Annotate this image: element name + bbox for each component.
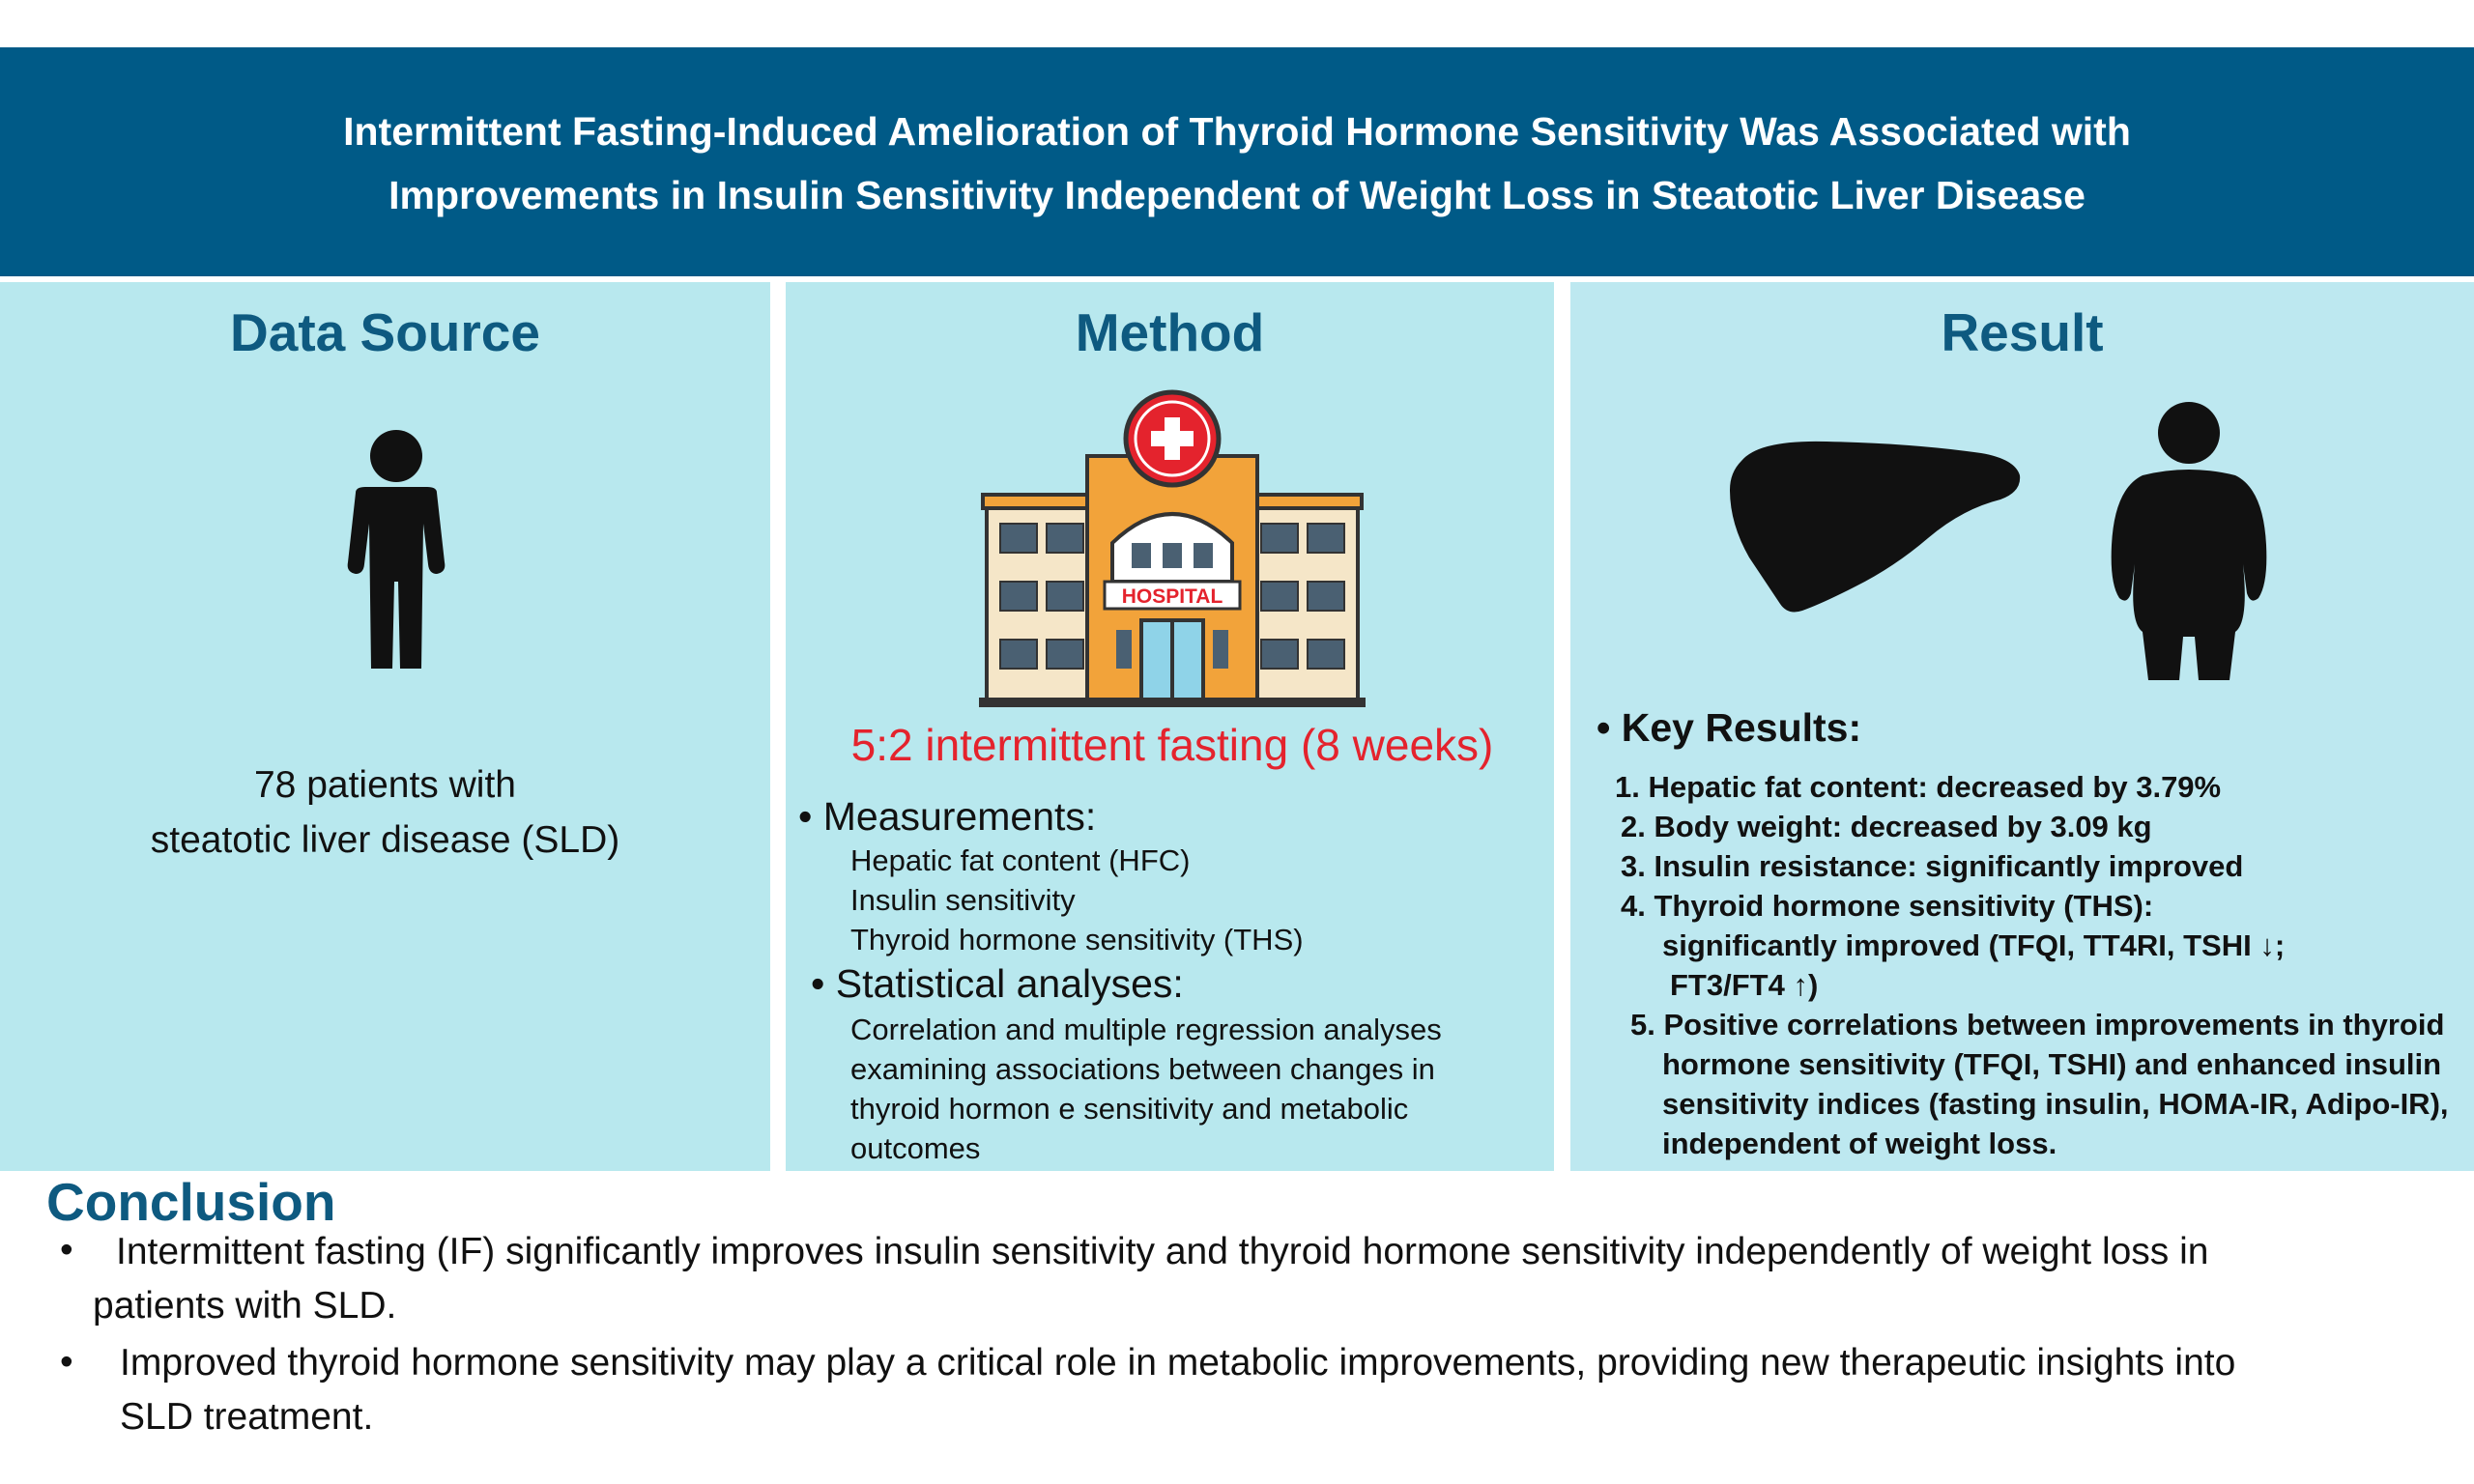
- key-results-heading: • Key Results:: [1597, 705, 1862, 750]
- statistical-analyses-heading: • Statistical analyses:: [811, 961, 1184, 1006]
- result-item: 2. Body weight: decreased by 3.09 kg: [1621, 810, 2152, 843]
- data-source-line-2: steatotic liver disease (SLD): [150, 819, 620, 861]
- result-item: independent of weight loss.: [1662, 1127, 2057, 1160]
- hospital-icon: [979, 388, 1366, 712]
- stats-line: examining associations between changes in: [850, 1052, 1435, 1086]
- fasting-protocol: 5:2 intermittent fasting (8 weeks): [850, 720, 1494, 770]
- overweight-person-icon: [2104, 400, 2274, 680]
- conclusion-bullet: •: [60, 1229, 73, 1270]
- title-banner: [0, 47, 2474, 276]
- result-item: 5. Positive correlations between improvements in thyroid: [1630, 1008, 2445, 1042]
- conclusion-point-2-line-1: Improved thyroid hormone sensitivity may play a critical role in metabolic improvements, providing new therapeutic insights into: [120, 1342, 2236, 1384]
- stats-line: outcomes: [850, 1131, 981, 1165]
- measurement-item: Insulin sensitivity: [850, 883, 1076, 917]
- page-title-line-2: Improvements in Insulin Sensitivity Independent of Weight Loss in Steatotic Liver Disease: [388, 173, 2086, 217]
- method-panel: [786, 282, 1554, 1171]
- conclusion-point-1-line-2: patients with SLD.: [93, 1285, 397, 1327]
- data-source-line-1: 78 patients with: [253, 764, 516, 806]
- page-title: [0, 100, 2474, 227]
- stats-line: thyroid hormon e sensitivity and metabolic: [850, 1092, 1409, 1126]
- conclusion-point-1-line-1: Intermittent fasting (IF) significantly improves insulin sensitivity and thyroid hormone sensitivity independently of weight loss in: [116, 1231, 2209, 1272]
- data-source-description: [0, 757, 770, 868]
- data-source-title: Data Source: [230, 302, 540, 362]
- conclusion-point-2-line-2: SLD treatment.: [120, 1396, 374, 1438]
- page-title-line-1: Intermittent Fasting-Induced Amelioration of Thyroid Hormone Sensitivity Was Associated with: [343, 109, 2131, 154]
- result-item: 4. Thyroid hormone sensitivity (THS):: [1621, 889, 2154, 923]
- measurements-heading: • Measurements:: [798, 794, 1097, 839]
- result-item: significantly improved (TFQI, TT4RI, TSHI ↓;: [1662, 928, 2286, 962]
- person-icon: [336, 427, 456, 669]
- measurements-list: [850, 841, 1304, 959]
- liver-icon: [1720, 432, 2029, 615]
- method-title: Method: [1075, 302, 1265, 362]
- result-item: hormone sensitivity (TFQI, TSHI) and enhanced insulin: [1662, 1047, 2442, 1081]
- conclusion-title: Conclusion: [46, 1172, 336, 1232]
- result-item: 3. Insulin resistance: significantly improved: [1621, 849, 2244, 883]
- conclusion-point-2: [120, 1336, 2235, 1444]
- result-item: FT3/FT4 ↑): [1670, 968, 1819, 1002]
- measurement-item: Thyroid hormone sensitivity (THS): [850, 923, 1304, 956]
- data-source-panel: [0, 282, 770, 1171]
- result-panel: [1570, 282, 2474, 1171]
- result-item: 1. Hepatic fat content: decreased by 3.79%: [1615, 770, 2222, 804]
- statistical-analyses-text: [850, 1010, 1442, 1168]
- result-title: Result: [1941, 302, 2104, 362]
- hospital-sign-text: HOSPITAL: [1121, 585, 1223, 608]
- result-item: sensitivity indices (fasting insulin, HOMA-IR, Adipo-IR),: [1662, 1087, 2449, 1121]
- stats-line: Correlation and multiple regression analyses: [850, 1013, 1442, 1046]
- measurement-item: Hepatic fat content (HFC): [850, 843, 1191, 877]
- conclusion-bullet: •: [60, 1341, 73, 1383]
- conclusion-point-1: [93, 1225, 2209, 1333]
